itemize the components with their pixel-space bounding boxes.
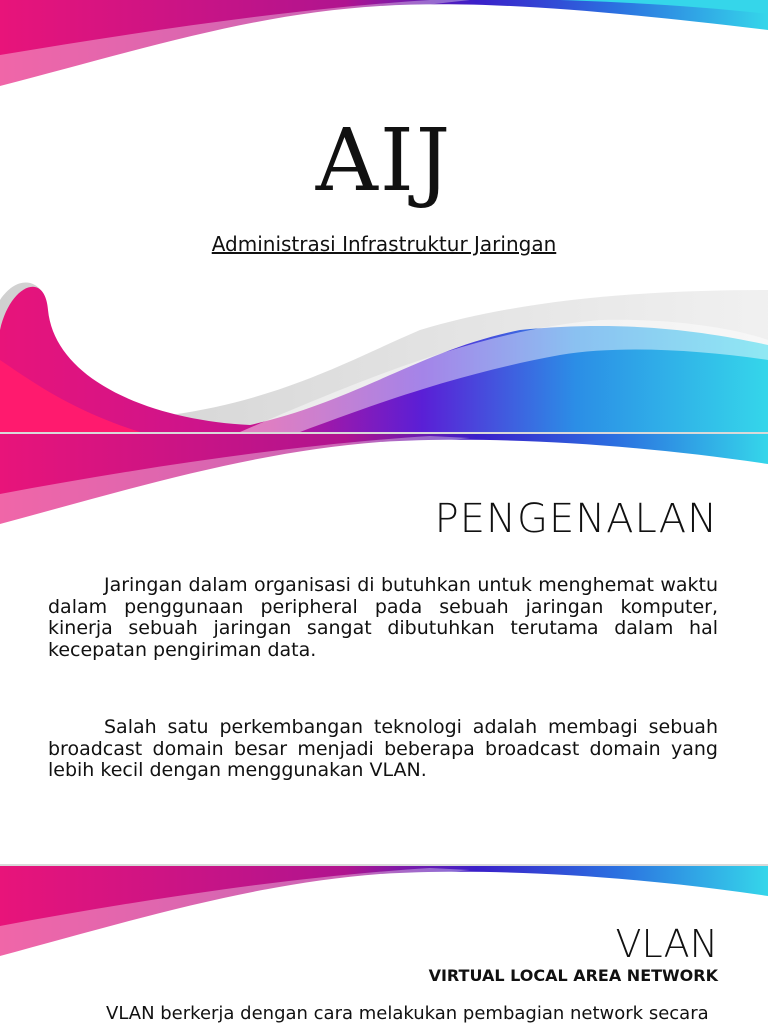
paragraph: Salah satu perkembangan teknologi adalah membagi sebuah broadcast domain besar menjadi beberapa broadcast domain yang lebih kecil dengan menggunakan VLAN. [48, 716, 718, 781]
section-heading: PENGENALAN [434, 496, 718, 542]
vlan-slide [0, 866, 768, 1024]
section-heading: VLAN [615, 922, 718, 966]
paragraph: Jaringan dalam organisasi di butuhkan untuk menghemat waktu dalam penggunaan peripheral pada sebuah jaringan komputer, kinerja sebuah jaringan sangat dibutuhkan terutama dalam hal kecepatan pengiriman data. [48, 574, 718, 661]
section-subheading: VIRTUAL LOCAL AREA NETWORK [428, 966, 718, 985]
intro-slide [0, 434, 768, 864]
title-slide [0, 0, 768, 432]
presentation-title: AIJ [315, 111, 453, 211]
paragraph: VLAN berkerja dengan cara melakukan pembagian network secara [106, 1003, 709, 1024]
presentation-subtitle: Administrasi Infrastruktur Jaringan [211, 232, 557, 256]
wave-decoration [0, 0, 768, 432]
